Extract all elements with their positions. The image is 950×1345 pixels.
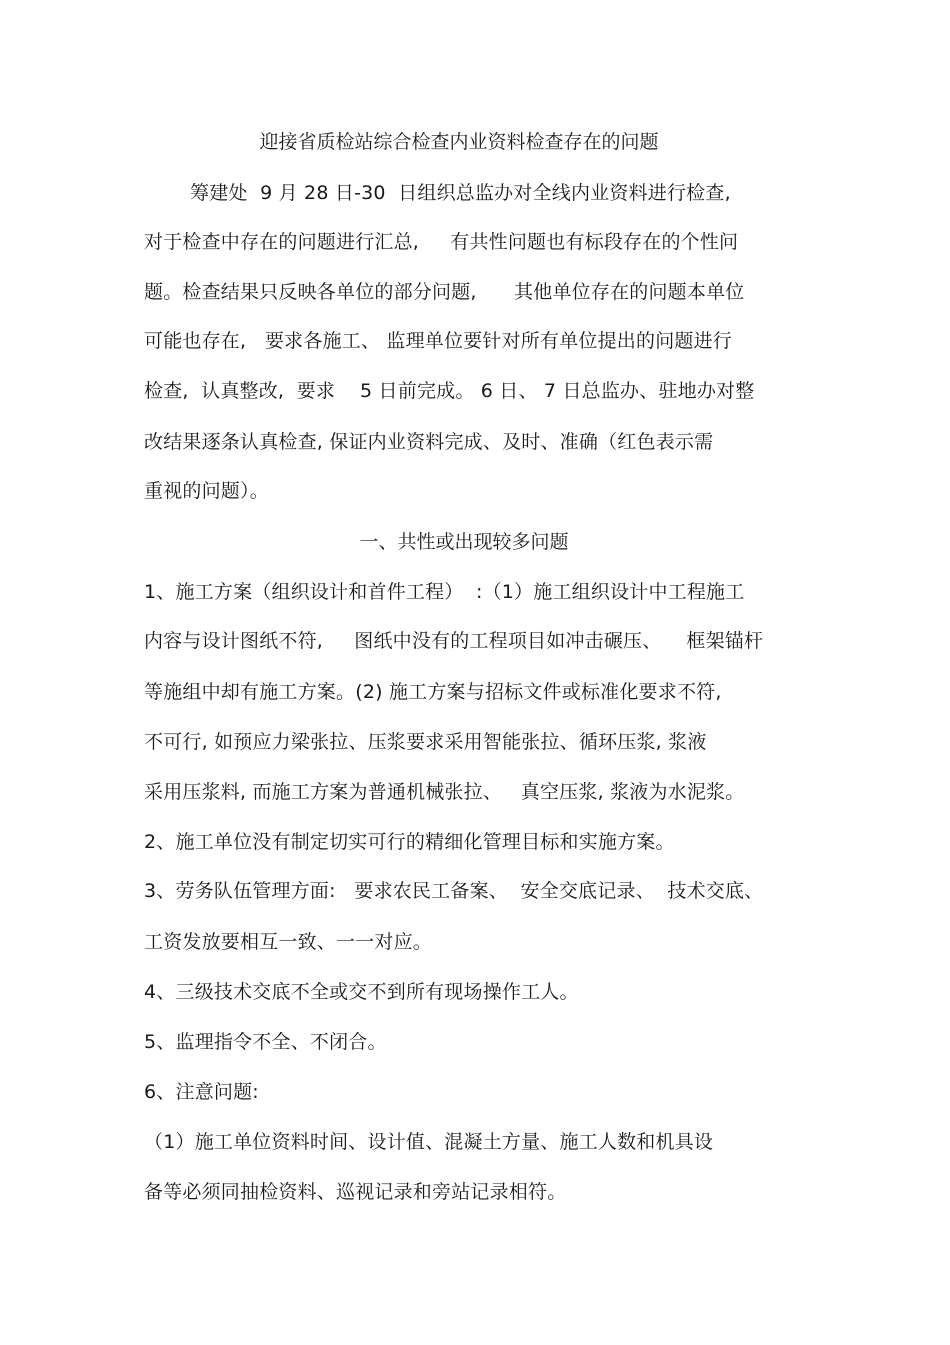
intro-line-1: 筹建处 9 月 28 日-30 日组织总监办对全线内业资料进行检查, <box>190 182 731 204</box>
intro-line-3: 题。检查结果只反映各单位的部分问题, 其他单位存在的问题本单位 <box>144 281 745 303</box>
intro-line-5: 检查, 认真整改, 要求 5 日前完成。 6 日、 7 日总监办、驻地办对整 <box>144 380 755 402</box>
intro-line-6: 改结果逐条认真检查, 保证内业资料完成、及时、准确（红色表示需 <box>144 431 714 453</box>
item-line-13: 备等必须同抽检资料、巡视记录和旁站记录相符。 <box>144 1181 567 1203</box>
item-line-1: 1、施工方案（组织设计和首件工程） :（1）施工组织设计中工程施工 <box>144 581 745 603</box>
item-line-4: 不可行, 如预应力梁张拉、压浆要求采用智能张拉、循环压浆, 浆液 <box>144 731 707 753</box>
item-line-8: 工资发放要相互一致、一一对应。 <box>144 931 433 953</box>
item-line-12: （1）施工单位资料时间、设计值、混凝土方量、施工人数和机具设 <box>144 1131 714 1153</box>
item-line-7: 3、劳务队伍管理方面: 要求农民工备案、 安全交底记录、 技术交底、 <box>144 880 764 902</box>
item-line-9: 4、三级技术交底不全或交不到所有现场操作工人。 <box>144 981 579 1003</box>
intro-line-4: 可能也存在, 要求各施工、 监理单位要针对所有单位提出的问题进行 <box>144 330 732 352</box>
intro-line-7: 重视的问题）。 <box>144 480 269 502</box>
item-line-3: 等施组中却有施工方案。(2) 施工方案与招标文件或标准化要求不符, <box>144 681 722 703</box>
item-line-2: 内容与设计图纸不符, 图纸中没有的工程项目如冲击碾压、 框架锚杆 <box>144 630 764 652</box>
document-title: 迎接省质检站综合检查内业资料检查存在的问题 <box>259 131 659 153</box>
item-line-5: 采用压浆料, 而施工方案为普通机械张拉、 真空压浆, 浆液为水泥浆。 <box>144 781 745 803</box>
section-heading: 一、共性或出现较多问题 <box>359 531 569 553</box>
intro-line-2: 对于检查中存在的问题进行汇总, 有共性问题也有标段存在的个性问 <box>144 231 739 253</box>
item-line-11: 6、注意问题: <box>144 1081 259 1103</box>
item-line-10: 5、监理指令不全、不闭合。 <box>144 1031 387 1053</box>
item-line-6: 2、施工单位没有制定切实可行的精细化管理目标和实施方案。 <box>144 831 675 853</box>
